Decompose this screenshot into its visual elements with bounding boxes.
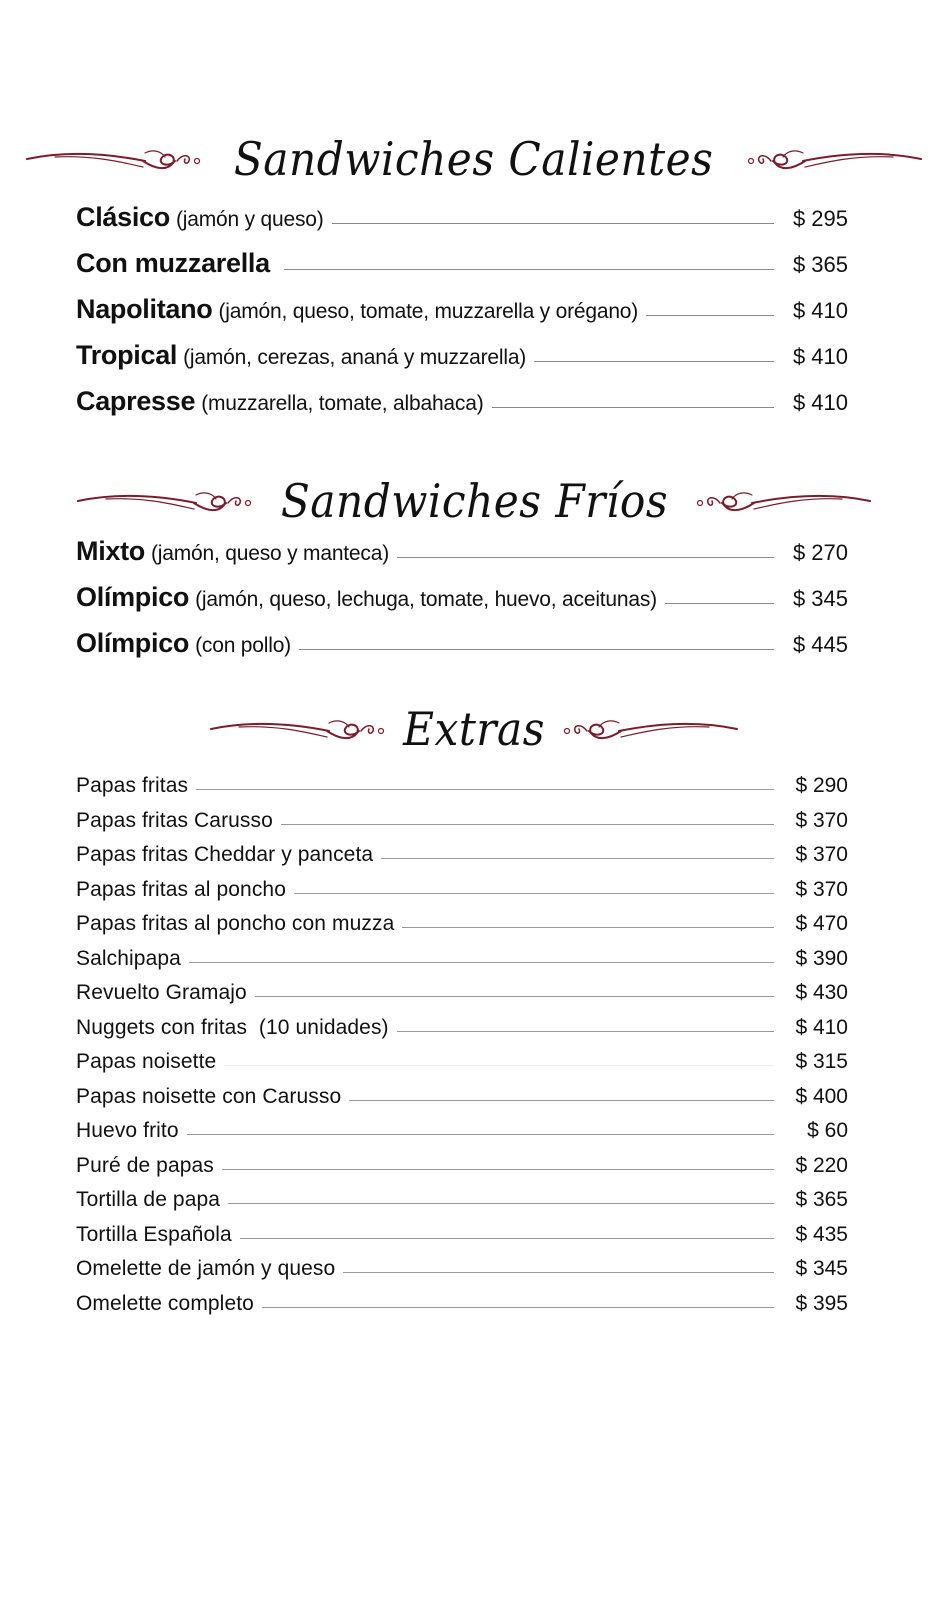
item-name: Papas fritas al poncho [76, 878, 286, 901]
menu-item [76, 774, 848, 798]
item-price: $ 365 [795, 1188, 848, 1211]
flourish-left-icon [209, 709, 389, 749]
item-name: Revuelto Gramajo [76, 981, 247, 1004]
leader-line [397, 1030, 774, 1032]
leader-line [397, 556, 774, 558]
item-description: (jamón, cerezas, ananá y muzzarella) [183, 346, 527, 369]
leader-line [255, 995, 774, 997]
item-price: $ 410 [792, 390, 848, 415]
section-title: Sandwiches Fríos [280, 474, 668, 528]
item-description: (jamón y queso) [175, 208, 324, 231]
item-name: Papas fritas al poncho con muzza [76, 912, 395, 935]
item-name: Mixto [76, 536, 145, 566]
flourish-left-icon [76, 481, 256, 521]
leader-line [222, 1168, 774, 1170]
section-heading-sandwiches-calientes [0, 132, 948, 186]
item-name: Napolitano [76, 294, 213, 324]
leader-line [284, 268, 774, 270]
item-name: Tropical [76, 340, 178, 370]
item-name: Puré de papas [76, 1154, 214, 1177]
leader-line [187, 1133, 774, 1135]
leader-line [294, 892, 774, 894]
menu-item [76, 1292, 848, 1316]
item-name: Capresse [76, 386, 196, 416]
item-price: $ 345 [792, 586, 848, 611]
menu-item [76, 202, 848, 233]
leader-line [332, 222, 774, 224]
flourish-right-icon [559, 709, 739, 749]
menu-item [76, 386, 848, 417]
item-price: $ 410 [795, 1016, 848, 1039]
item-price: $ 400 [795, 1085, 848, 1108]
flourish-right-icon [692, 481, 872, 521]
item-name: Papas fritas Carusso [76, 809, 273, 832]
menu-item [76, 809, 848, 833]
menu-item [76, 248, 848, 279]
item-price: $ 60 [807, 1119, 848, 1142]
leader-line [349, 1099, 774, 1101]
menu-item [76, 294, 848, 325]
leader-line [240, 1237, 774, 1239]
item-price: $ 410 [792, 298, 848, 323]
section-heading-sandwiches-frios [0, 474, 948, 528]
menu-item [76, 1257, 848, 1281]
section-title: Extras [403, 702, 545, 756]
item-description: (muzzarella, tomate, albahaca) [201, 392, 484, 415]
item-price: $ 390 [795, 947, 848, 970]
leader-line [646, 314, 774, 316]
menu-item [76, 947, 848, 971]
item-price: $ 410 [792, 344, 848, 369]
menu-item [76, 1016, 848, 1040]
leader-line [343, 1271, 774, 1273]
item-price: $ 435 [795, 1223, 848, 1246]
item-name: Papas fritas [76, 774, 189, 797]
menu-item [76, 340, 848, 371]
item-name: Omelette de jamón y queso [76, 1257, 336, 1280]
menu-item [76, 582, 848, 613]
leader-line [281, 823, 774, 825]
item-description: (jamón, queso, tomate, muzzarella y orégano) [218, 300, 639, 323]
item-name: Huevo frito [76, 1119, 179, 1142]
flourish-left-icon [25, 139, 205, 179]
leader-line [228, 1202, 774, 1204]
item-price: $ 470 [795, 912, 848, 935]
leader-line [665, 602, 774, 604]
leader-line [402, 926, 774, 928]
item-name: Clásico [76, 202, 170, 232]
item-name: Papas fritas Cheddar y panceta [76, 843, 374, 866]
item-price: $ 370 [795, 878, 848, 901]
menu-item [76, 912, 848, 936]
flourish-right-icon [743, 139, 923, 179]
item-price: $ 345 [795, 1257, 848, 1280]
item-name: Salchipapa [76, 947, 181, 970]
leader-line [534, 360, 774, 362]
menu-item [76, 878, 848, 902]
menu-item [76, 981, 848, 1005]
item-price: $ 290 [795, 774, 848, 797]
item-description: (jamón, queso, lechuga, tomate, huevo, aceitunas) [195, 588, 657, 611]
leader-line [299, 648, 774, 650]
menu-item [76, 1223, 848, 1247]
menu-item [76, 628, 848, 659]
leader-line [224, 1064, 774, 1066]
item-price: $ 395 [795, 1292, 848, 1315]
item-price: $ 430 [795, 981, 848, 1004]
item-name: Papas noisette con Carusso [76, 1085, 342, 1108]
leader-line [189, 961, 774, 963]
menu-item [76, 1188, 848, 1212]
item-name: Nuggets con fritas (10 unidades) [76, 1016, 389, 1039]
item-name: Olímpico [76, 628, 190, 658]
item-price: $ 315 [795, 1050, 848, 1073]
section-title: Sandwiches Calientes [234, 132, 714, 186]
item-price: $ 370 [795, 809, 848, 832]
item-description: (jamón, queso y manteca) [151, 542, 389, 565]
leader-line [196, 788, 774, 790]
item-price: $ 365 [792, 252, 848, 277]
leader-line [492, 406, 775, 408]
menu-item [76, 1050, 848, 1074]
item-name: Omelette completo [76, 1292, 254, 1315]
menu-item [76, 1154, 848, 1178]
menu-item [76, 1119, 848, 1143]
menu-item [76, 536, 848, 567]
item-price: $ 220 [795, 1154, 848, 1177]
leader-line [381, 857, 774, 859]
leader-line [262, 1306, 774, 1308]
item-price: $ 370 [795, 843, 848, 866]
item-name: Tortilla de papa [76, 1188, 221, 1211]
item-name: Tortilla Española [76, 1223, 232, 1246]
menu-item [76, 1085, 848, 1109]
item-name: Olímpico [76, 582, 190, 612]
item-name: Con muzzarella [76, 248, 270, 278]
item-price: $ 270 [792, 540, 848, 565]
item-price: $ 445 [792, 632, 848, 657]
section-heading-extras [0, 702, 948, 756]
menu-item [76, 843, 848, 867]
item-price: $ 295 [792, 206, 848, 231]
item-description: (con pollo) [195, 634, 291, 657]
item-name: Papas noisette [76, 1050, 217, 1073]
